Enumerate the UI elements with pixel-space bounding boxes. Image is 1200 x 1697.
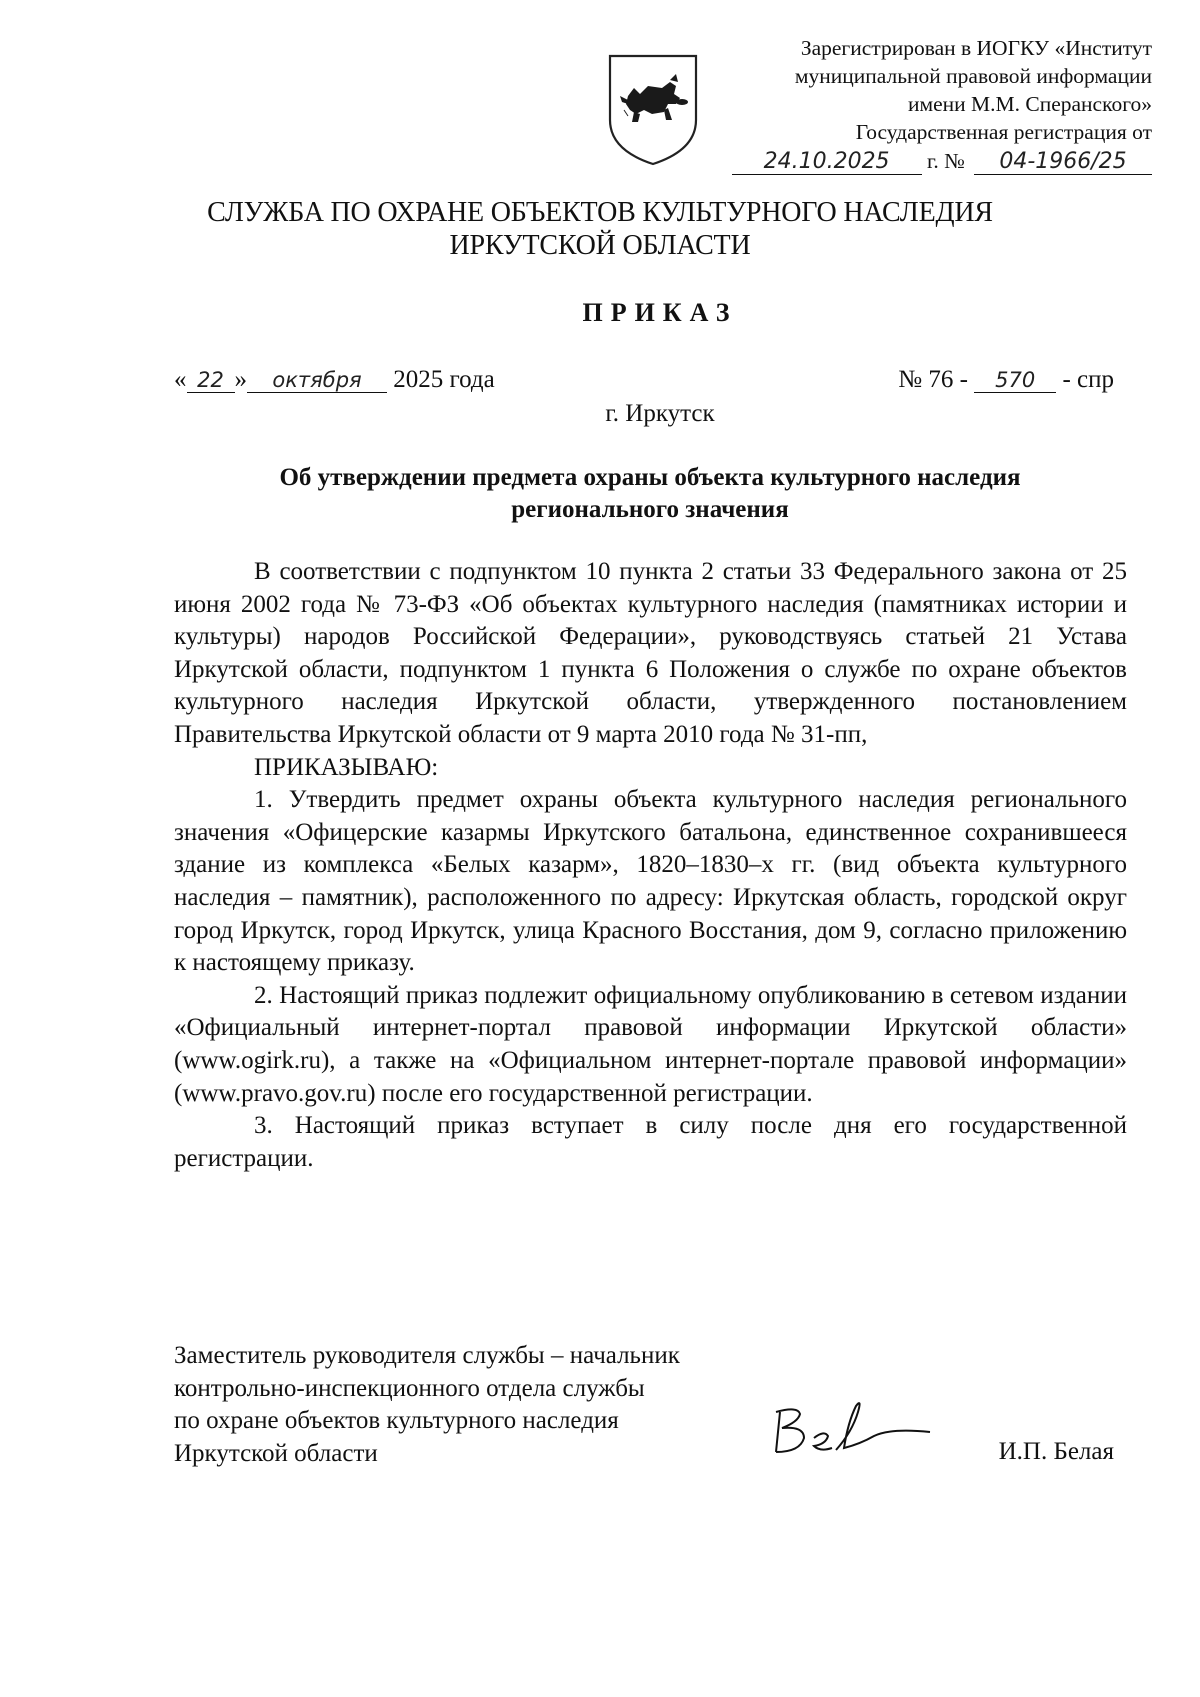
- date-year: 2025 года: [393, 366, 495, 393]
- coat-of-arms-emblem: [604, 50, 702, 168]
- registration-stamp: [692, 34, 1152, 175]
- registration-line-2: муниципальной правовой информации: [794, 64, 1152, 88]
- organization-title: [0, 196, 1200, 262]
- organization-title-line-2: ИРКУТСКОЙ ОБЛАСТИ: [449, 230, 751, 261]
- registration-date-number-row: [692, 147, 1152, 175]
- document-title-line-2: регионального значения: [511, 496, 789, 523]
- signer-position-line-1: Заместитель руководителя службы – начальник: [174, 1342, 680, 1369]
- document-body: [174, 556, 1127, 1175]
- registration-number-label: г. №: [926, 149, 965, 173]
- city: г. Иркутск: [605, 400, 715, 427]
- order-number-value: 570: [974, 368, 1056, 393]
- date-close-quote: »: [234, 366, 247, 393]
- document-title-line-1: Об утверждении предмета охраны объекта культурного наследия: [279, 464, 1021, 491]
- order-word: ПРИКАЗЫВАЮ:: [254, 753, 439, 781]
- signer-position-line-3: по охране объектов культурного наследия: [174, 1407, 619, 1434]
- order-number: [898, 366, 1114, 394]
- preamble-paragraph: В соответствии с подпунктом 10 пункта 2 статьи 33 Федерального закона от 25 июня 2002 года № 73-ФЗ «Об объектах культурного наследия (памятниках истории и культуры) народов Российской Федерации», руководствуясь статьей 21 Устава Иркутской области, подпунктом 1 пункта 6 Положения о службе по охране объектов культурного наследия Иркутской области, утвержденного постановлением Правительства Иркутской области от 9 марта 2010 года № 31-пп,: [174, 558, 1127, 748]
- signer-name: И.П. Белая: [998, 1438, 1114, 1465]
- document-type-heading: ПРИКАЗ: [582, 298, 738, 327]
- date-month: октября: [247, 368, 387, 393]
- order-date: [174, 366, 495, 394]
- clause-1: 1. Утвердить предмет охраны объекта культурного наследия регионального значения «Офицерские казармы Иркутского батальона, единственное сохранившееся здание из комплекса «Белых казарм», 1820–1830–х гг. (вид объекта культурного наследия – памятник), расположенного по адресу: Иркутская область, городской округ город Иркутск, город Иркутск, улица Красного Восстания, дом 9, согласно приложению к настоящему приказу.: [174, 786, 1127, 977]
- order-number-suffix: - спр: [1062, 366, 1114, 393]
- registration-line-4: Государственная регистрация от: [855, 120, 1152, 144]
- order-number-prefix: № 76 -: [898, 366, 968, 393]
- signer-position-line-2: контрольно-инспекционного отдела службы: [174, 1374, 645, 1402]
- clause-2: 2. Настоящий приказ подлежит официальному опубликованию в сетевом издании «Официальный интернет-портал правовой информации Иркутской области» (www.ogirk.ru), а также на «Официальном интернет-портале правовой информации» (www.pravo.gov.ru) после его государственной регистрации.: [174, 981, 1127, 1107]
- registration-date: 24.10.2025: [732, 150, 922, 175]
- registration-line-1: Зарегистрирован в ИОГКУ «Институт: [800, 36, 1152, 60]
- signer-position-line-4: Иркутской области: [174, 1439, 378, 1467]
- registration-number: 04-1966/25: [974, 150, 1152, 175]
- signer-position: [174, 1340, 680, 1470]
- clause-3: 3. Настоящий приказ вступает в силу после дня его государственной регистрации.: [174, 1112, 1127, 1172]
- handwritten-signature: [770, 1392, 940, 1472]
- registration-line-3: имени М.М. Сперанского»: [907, 92, 1152, 116]
- date-open-quote: «: [174, 366, 187, 393]
- document-title: [174, 462, 1126, 526]
- date-day: 22: [187, 368, 235, 393]
- organization-title-line-1: СЛУЖБА ПО ОХРАНЕ ОБЪЕКТОВ КУЛЬТУРНОГО НАСЛЕДИЯ: [207, 197, 993, 228]
